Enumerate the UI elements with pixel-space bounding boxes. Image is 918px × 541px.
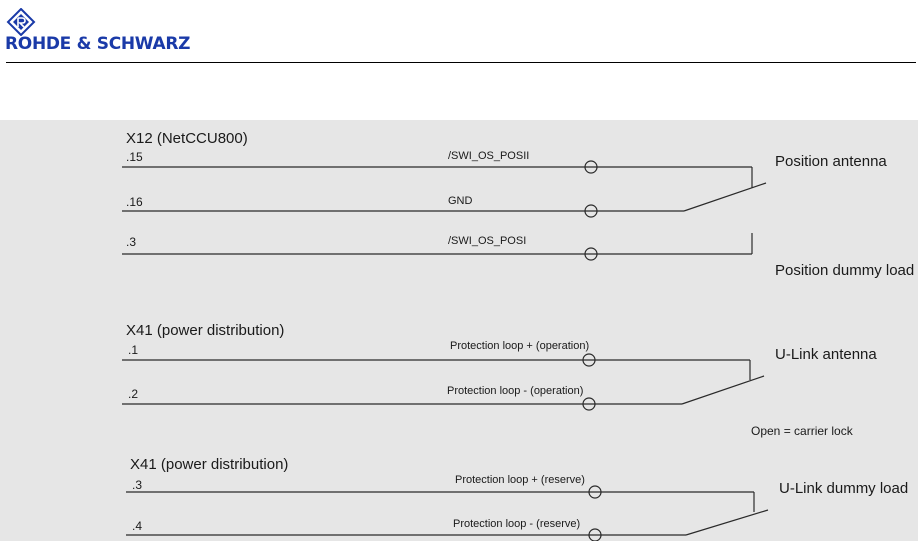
switch-lever — [684, 183, 766, 211]
signal-label: Protection loop - (reserve) — [453, 518, 581, 530]
pin-label: .4 — [132, 519, 143, 533]
signal-label: /SWI_OS_POSII — [448, 150, 530, 162]
position-label: Position dummy load — [775, 262, 915, 279]
group-title-x12: X12 (NetCCU800) — [126, 130, 248, 147]
pin-label: .3 — [132, 478, 143, 492]
position-label: Position antenna — [775, 153, 887, 170]
signal-label: /SWI_OS_POSI — [448, 235, 527, 247]
signal-label: Protection loop + (operation) — [450, 340, 590, 352]
signal-label: GND — [448, 195, 473, 207]
pin-label: .1 — [128, 343, 139, 357]
signal-label: Protection loop - (operation) — [447, 385, 584, 397]
switch-lever — [682, 376, 764, 404]
group-title-x41-operation: X41 (power distribution) — [126, 322, 285, 339]
brand-logo-text: ROHDE & SCHWARZ — [5, 34, 191, 54]
pin-label: .2 — [128, 387, 139, 401]
pin-label: .15 — [126, 150, 143, 164]
position-label: U-Link antenna — [775, 346, 877, 363]
pin-label: .16 — [126, 195, 143, 209]
pin-label: .3 — [126, 235, 137, 249]
signal-label: Protection loop + (reserve) — [455, 474, 585, 486]
position-label: U-Link dummy load — [779, 480, 909, 497]
group-title-x41-reserve: X41 (power distribution) — [130, 456, 289, 473]
switch-lever — [686, 510, 768, 535]
note-label: Open = carrier lock — [751, 424, 853, 438]
